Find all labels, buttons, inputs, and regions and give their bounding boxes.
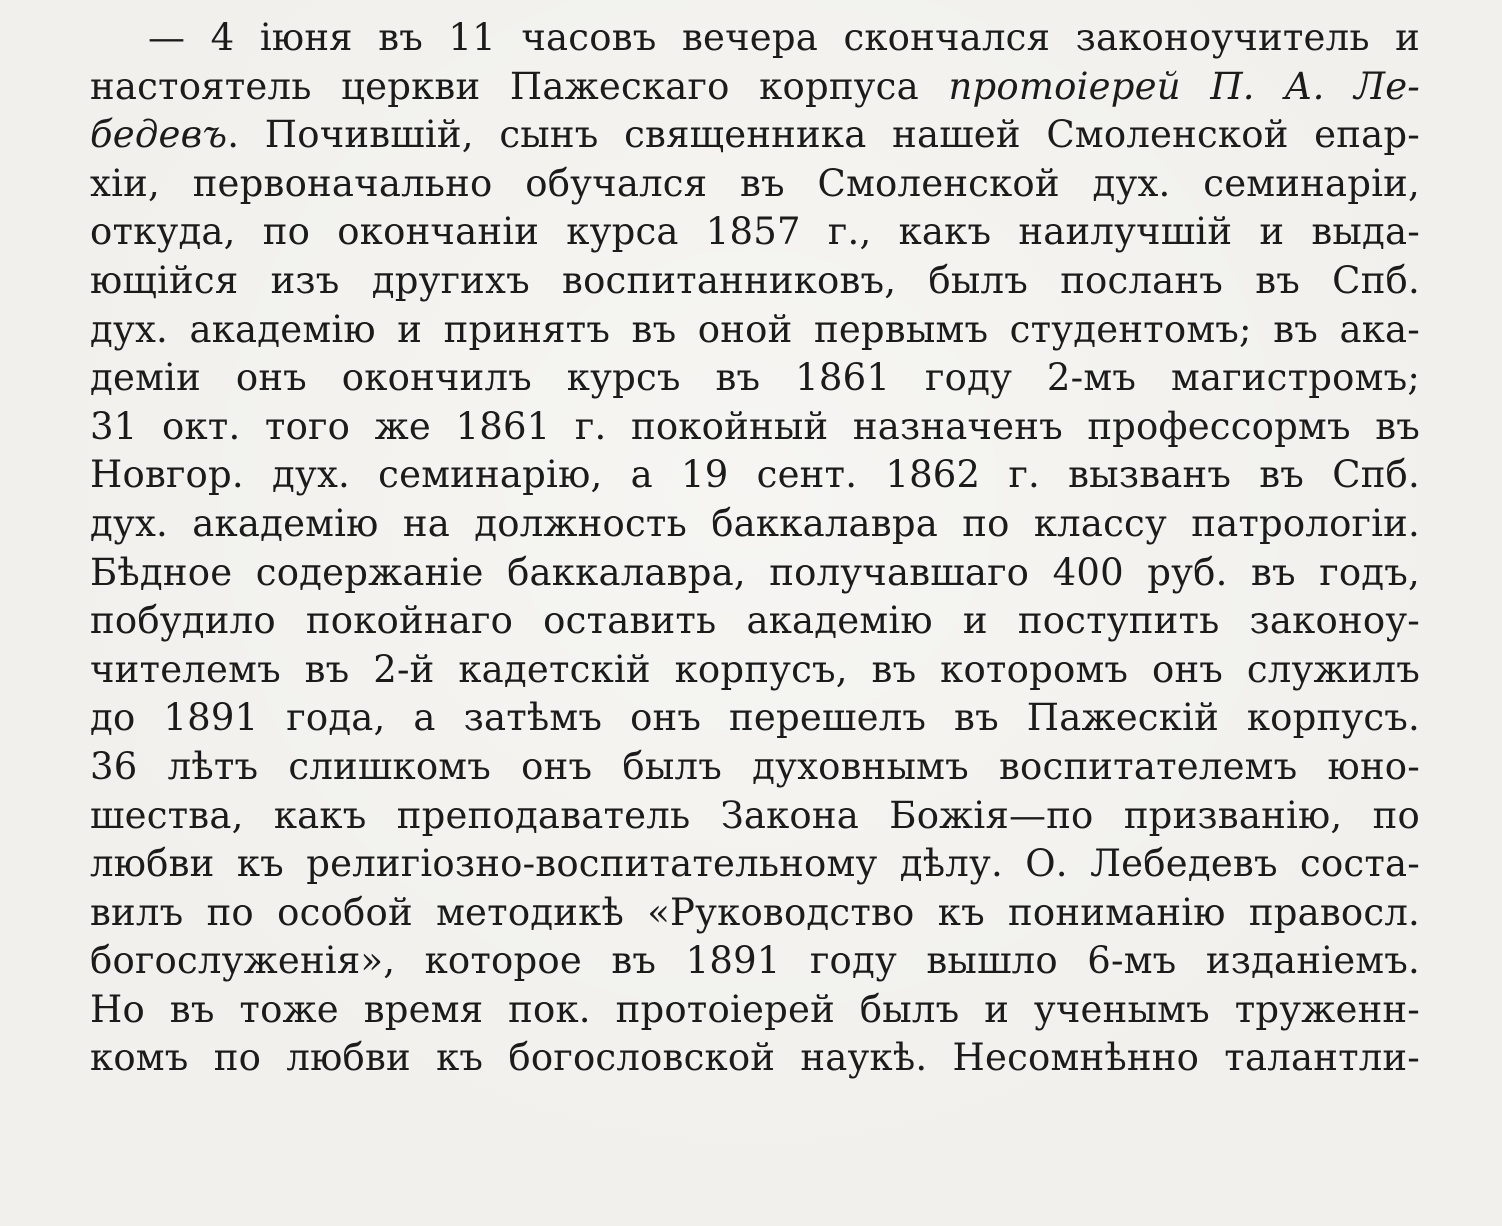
text-line [90, 889, 1420, 938]
text-segment: — 4 іюня въ 11 часовъ вечера скончался законоучитель и [148, 16, 1420, 59]
text-segment: Но въ тоже время пок. протоіерей былъ и ученымъ труженн- [90, 987, 1420, 1031]
body-text [90, 14, 1420, 1083]
text-segment: хіи, первоначально обучался въ Смоленской дух. семинаріи, [90, 161, 1420, 205]
text-segment: до 1891 года, а затѣмъ онъ перешелъ въ Пажескій корпусъ. [90, 696, 1420, 740]
text-segment: любви къ религіозно-воспитательному дѣлу. О. Лебедевъ соста- [90, 842, 1420, 886]
text-line [90, 354, 1420, 403]
text-line [90, 840, 1420, 889]
text-line [90, 306, 1420, 355]
text-line [90, 111, 1420, 160]
text-segment: шества, какъ преподаватель Закона Божія—по призванію, по [90, 793, 1420, 837]
italic-text-segment: протоіерей П. А. Ле- [948, 64, 1420, 108]
text-line [90, 597, 1420, 646]
text-segment: . Почившій, сынъ священника нашей Смоленской епар- [227, 113, 1420, 157]
text-segment: откуда, по окончаніи курса 1857 г., какъ наилучшій и выда- [90, 210, 1420, 254]
text-line [90, 937, 1420, 986]
text-segment: богослуженія», которое въ 1891 году вышло 6-мъ изданіемъ. [90, 939, 1420, 983]
text-segment: вилъ по особой методикѣ «Руководство къ пониманію правосл. [90, 890, 1420, 934]
text-line [90, 986, 1420, 1035]
text-segment: дух. академію на должность баккалавра по классу патрологіи. [90, 501, 1420, 545]
text-line [90, 646, 1420, 695]
text-segment: ющійся изъ другихъ воспитанниковъ, былъ посланъ въ Спб. [90, 258, 1420, 302]
text-line [90, 500, 1420, 549]
text-segment: побудило покойнаго оставить академію и поступить законоу- [90, 599, 1420, 643]
text-line [90, 1034, 1420, 1083]
text-segment: чителемъ въ 2-й кадетскій корпусъ, въ которомъ онъ служилъ [90, 647, 1420, 691]
text-line [90, 743, 1420, 792]
text-segment: комъ по любви къ богословской наукѣ. Несомнѣнно талантли- [90, 1036, 1420, 1080]
text-line [90, 63, 1420, 112]
text-line [90, 208, 1420, 257]
text-segment: Новгор. дух. семинарію, а 19 сент. 1862 г. вызванъ въ Спб. [90, 453, 1420, 497]
text-segment: 31 окт. того же 1861 г. покойный назначенъ профессормъ въ [90, 404, 1420, 448]
text-line [90, 451, 1420, 500]
text-segment: Бѣдное содержаніе баккалавра, получавшаго 400 руб. въ годъ, [90, 550, 1420, 594]
text-segment: дух. академію и принятъ въ оной первымъ студентомъ; въ ака- [90, 307, 1420, 351]
text-line [90, 792, 1420, 841]
text-segment: 36 лѣтъ слишкомъ онъ былъ духовнымъ воспитателемъ юно- [90, 744, 1420, 788]
text-segment: деміи онъ окончилъ курсъ въ 1861 году 2-мъ магистромъ; [90, 356, 1420, 400]
text-segment: настоятель церкви Пажескаго корпуса [90, 64, 949, 108]
text-line [90, 403, 1420, 452]
text-line [90, 160, 1420, 209]
italic-text-segment: бедевъ [90, 113, 228, 157]
text-line [90, 549, 1420, 598]
text-line [90, 257, 1420, 306]
text-line [90, 694, 1420, 743]
text-line [90, 14, 1420, 63]
